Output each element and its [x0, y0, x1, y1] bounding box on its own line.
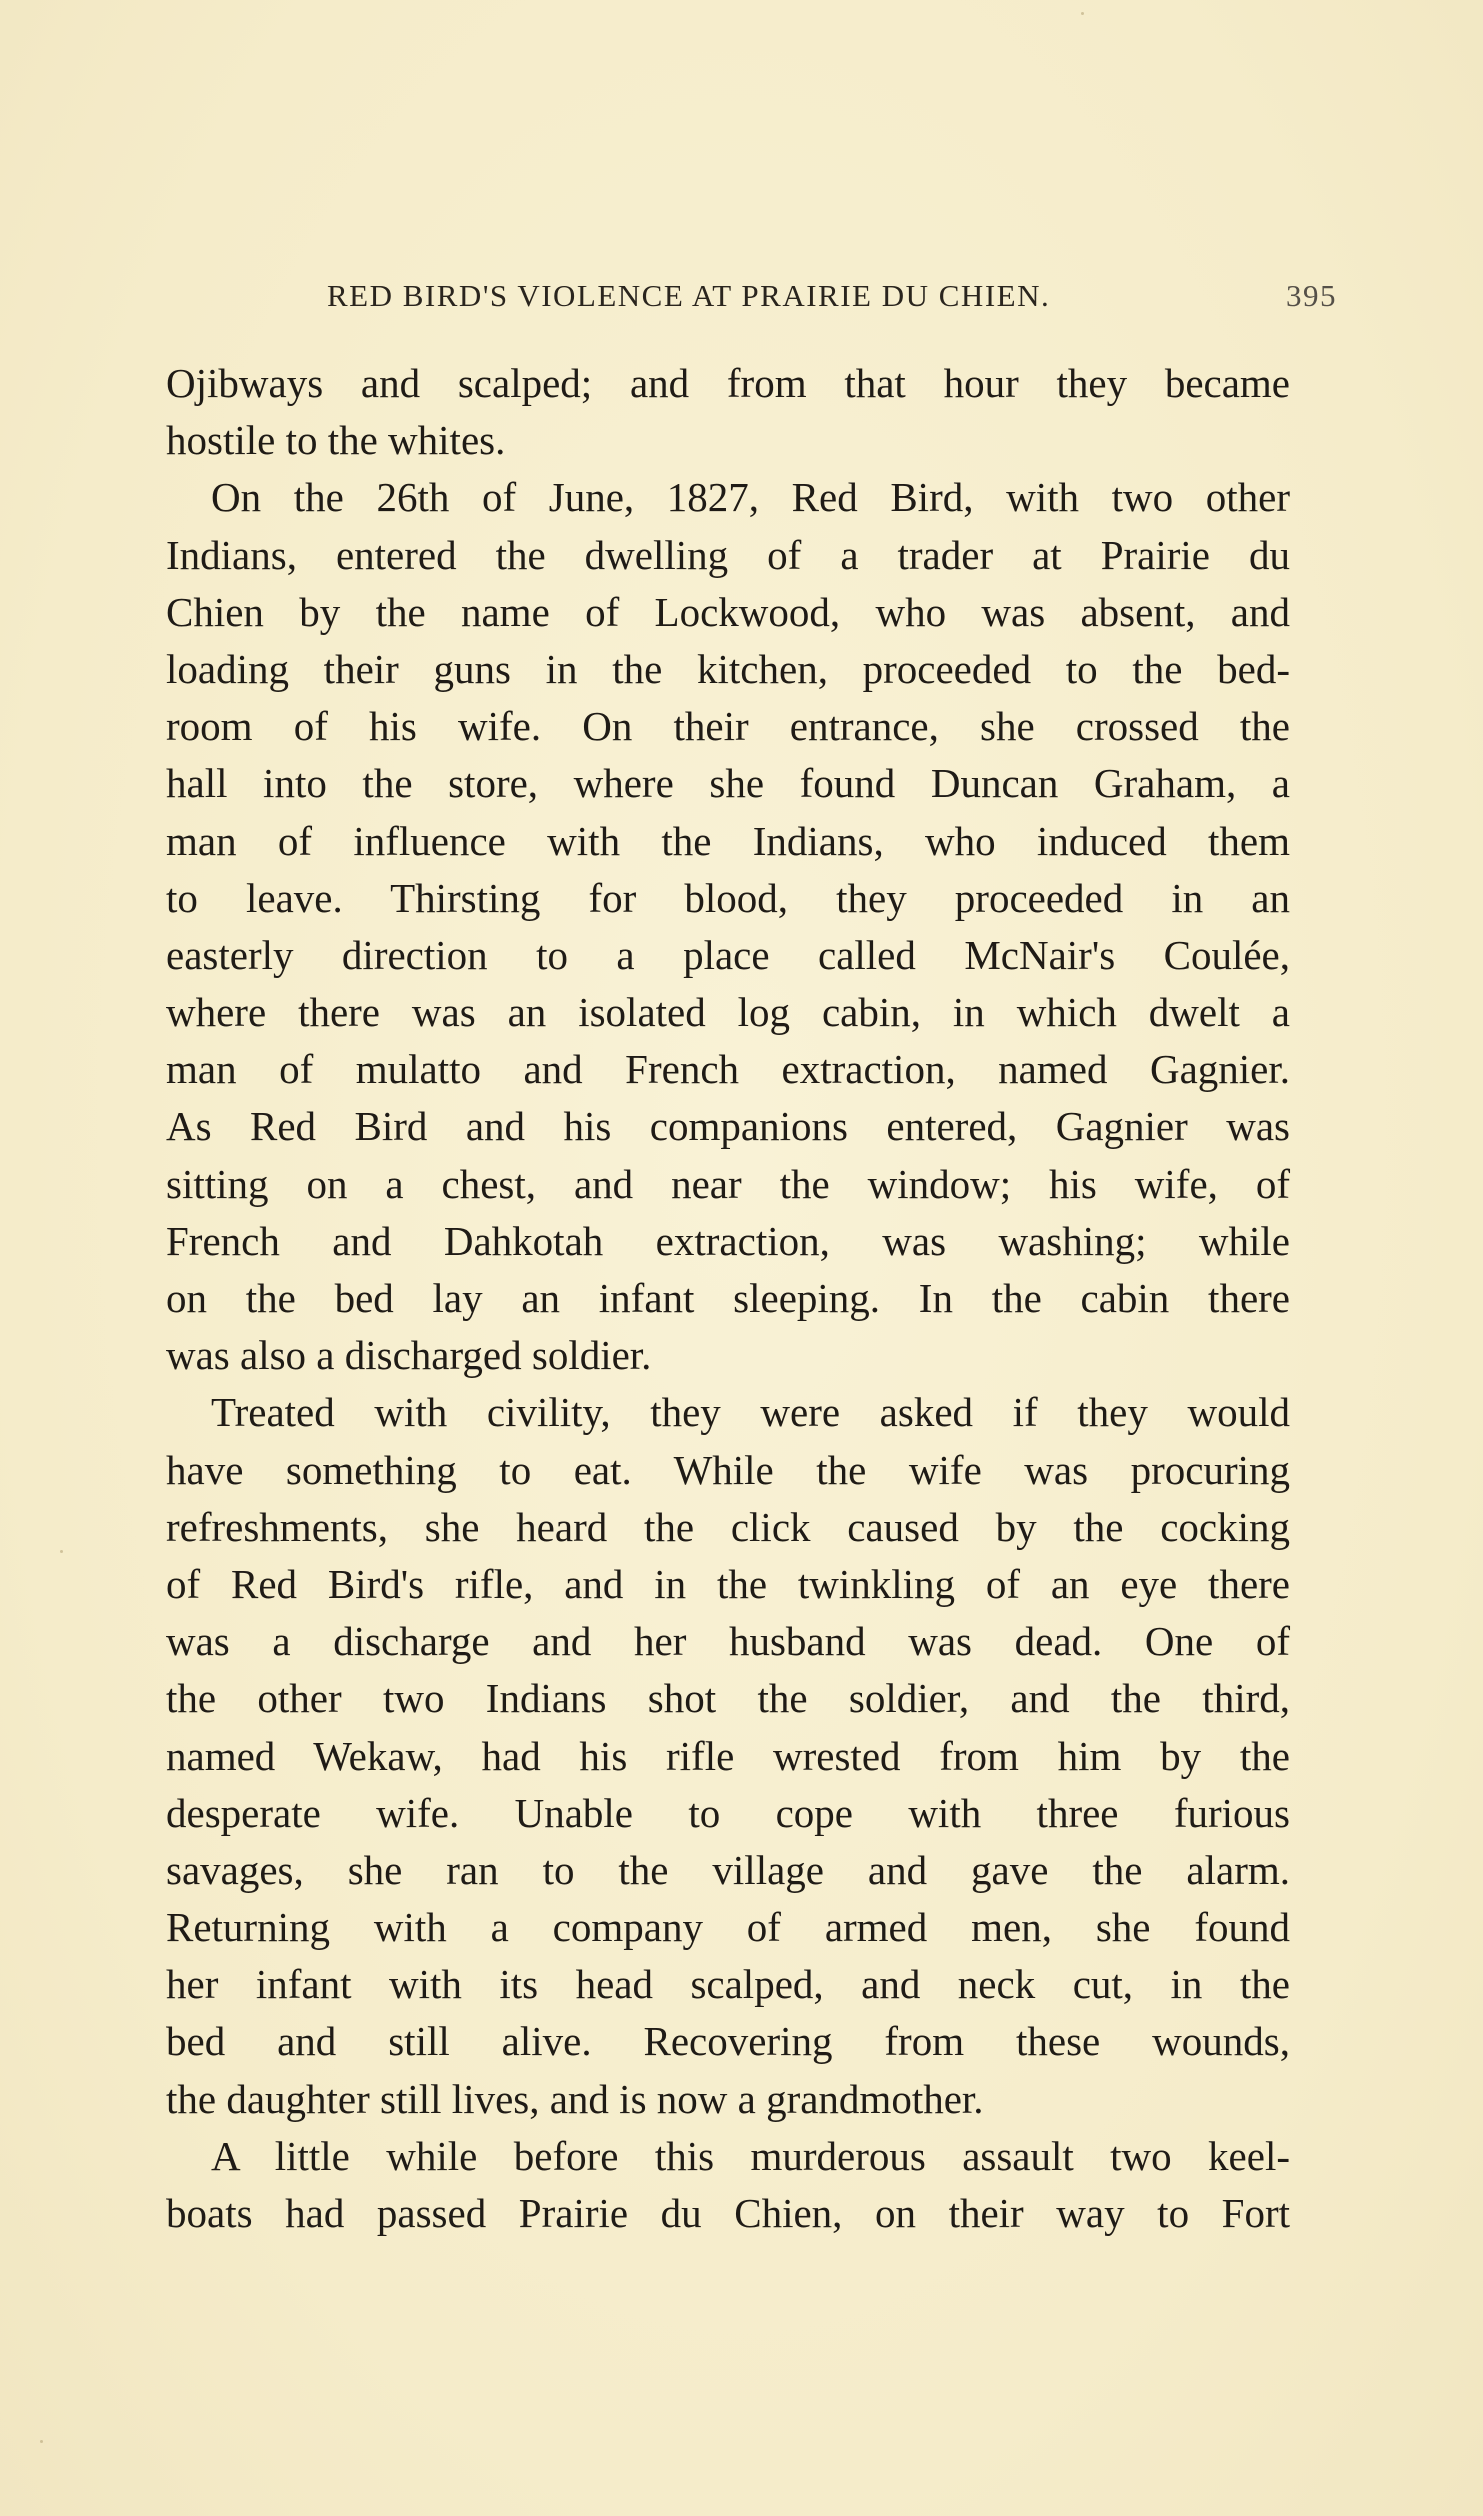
text-line: of Red Bird's rifle, and in the twinkling of an eye there: [166, 1560, 1290, 1607]
text-line: hostile to the whites.: [166, 417, 506, 464]
text-line: room of his wife. On their entrance, she crossed the: [166, 703, 1290, 750]
text-line: desperate wife. Unable to cope with three furious: [166, 1789, 1290, 1836]
text-line: sitting on a chest, and near the window; his wife, of: [166, 1160, 1290, 1207]
text-line: Indians, entered the dwelling of a trader at Prairie du: [166, 531, 1290, 578]
text-line: loading their guns in the kitchen, proceeded to the bed-: [166, 645, 1290, 692]
running-head: [327, 278, 1337, 318]
text-line: named Wekaw, had his rifle wrested from him by the: [166, 1732, 1290, 1779]
paper-speck: [60, 1550, 63, 1553]
running-head-title: RED BIRD'S VIOLENCE AT PRAIRIE DU CHIEN.: [327, 278, 1051, 313]
text-line: A little while before this murderous assault two keel-: [211, 2132, 1290, 2179]
paper-speck: [1081, 12, 1084, 15]
text-line: the daughter still lives, and is now a grandmother.: [166, 2075, 984, 2122]
text-line: French and Dahkotah extraction, was washing; while: [166, 1217, 1290, 1264]
text-line: her infant with its head scalped, and neck cut, in the: [166, 1961, 1290, 2008]
page-number: 395: [1286, 278, 1337, 313]
text-line: to leave. Thirsting for blood, they proceeded in an: [166, 874, 1290, 921]
text-line: have something to eat. While the wife was procuring: [166, 1446, 1290, 1493]
text-line: was a discharge and her husband was dead. One of: [166, 1618, 1290, 1665]
text-line: Treated with civility, they were asked if they would: [211, 1389, 1290, 1436]
text-line: the other two Indians shot the soldier, and the third,: [166, 1675, 1290, 1722]
text-line: Chien by the name of Lockwood, who was absent, and: [166, 588, 1290, 635]
text-line: where there was an isolated log cabin, in which dwelt a: [166, 989, 1290, 1036]
paper-speck: [40, 2440, 43, 2443]
text-line: was also a discharged soldier.: [166, 1332, 652, 1379]
text-line: man of influence with the Indians, who induced them: [166, 817, 1290, 864]
text-line: On the 26th of June, 1827, Red Bird, with two other: [211, 474, 1290, 521]
text-line: bed and still alive. Recovering from these wounds,: [166, 2018, 1290, 2065]
body-text: [166, 355, 1290, 2242]
text-line: easterly direction to a place called McNair's Coulée,: [166, 931, 1290, 978]
text-line: savages, she ran to the village and gave the alarm.: [166, 1846, 1290, 1893]
text-line: boats had passed Prairie du Chien, on their way to Fort: [166, 2190, 1290, 2236]
text-line: hall into the store, where she found Duncan Graham, a: [166, 760, 1290, 807]
text-line: man of mulatto and French extraction, named Gagnier.: [166, 1046, 1290, 1093]
text-line: on the bed lay an infant sleeping. In the cabin there: [166, 1275, 1290, 1321]
text-line: Ojibways and scalped; and from that hour they became: [166, 360, 1290, 406]
text-line: As Red Bird and his companions entered, Gagnier was: [166, 1103, 1290, 1150]
text-line: refreshments, she heard the click caused by the cocking: [166, 1503, 1290, 1550]
text-line: Returning with a company of armed men, she found: [166, 1904, 1290, 1951]
